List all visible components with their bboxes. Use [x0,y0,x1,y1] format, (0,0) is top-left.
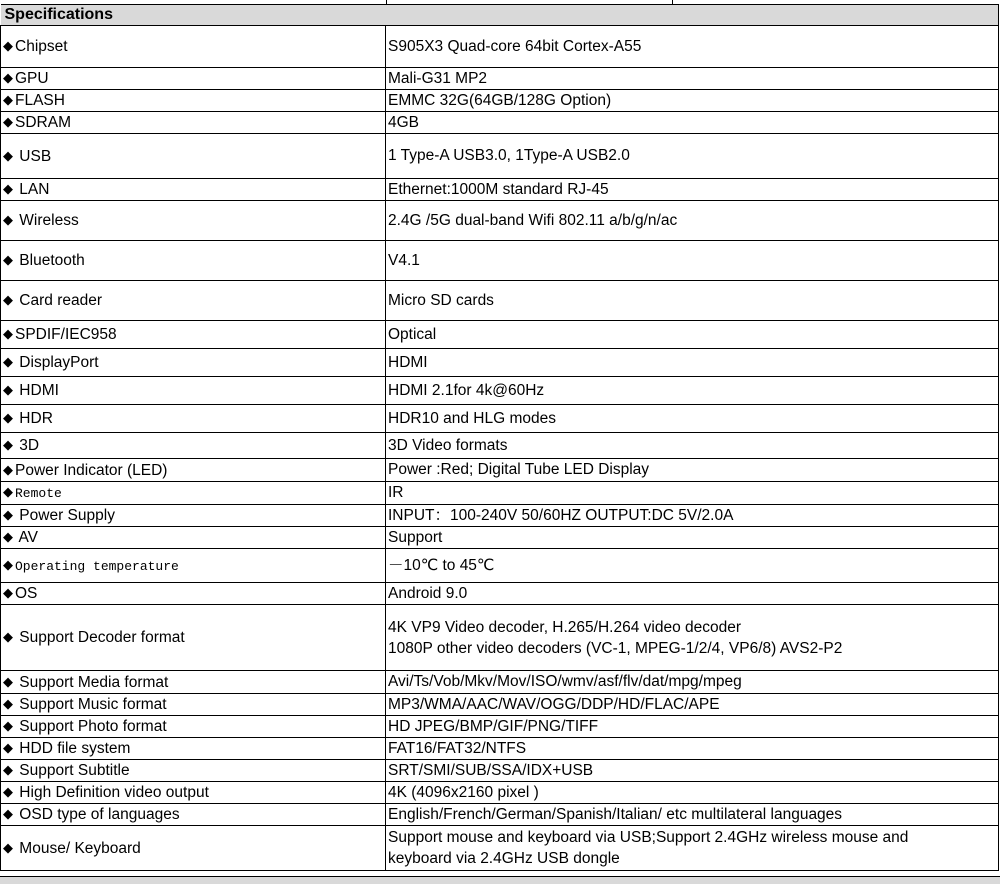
spec-label: ◆ Operating temperature [1,549,386,583]
spec-label: ◆ Wireless [1,201,386,241]
diamond-bullet-icon: ◆ [3,181,13,196]
diamond-bullet-icon: ◆ [3,762,13,777]
spec-value: Support [386,527,999,549]
spec-value: 1 Type-A USB3.0, 1Type-A USB2.0 [386,134,999,179]
spec-value: IR [386,482,999,505]
diamond-bullet-icon: ◆ [3,696,13,711]
specifications-table [0,4,999,871]
table-row [1,694,999,716]
table-row [1,716,999,738]
diamond-bullet-icon: ◆ [3,529,13,544]
spec-label: ◆ AV [1,527,386,549]
table-row [1,377,999,405]
table-row [1,527,999,549]
spec-value: English/French/German/Spanish/Italian/ etc multilateral languages [386,804,999,826]
diamond-bullet-icon: ◆ [3,461,13,477]
table-row [1,179,999,201]
spec-value: Power :Red; Digital Tube LED Display [386,459,999,482]
spec-label: ◆ GPU [1,68,386,90]
diamond-bullet-icon: ◆ [3,292,13,307]
spec-label: ◆ DisplayPort [1,349,386,377]
spec-label: ◆ FLASH [1,90,386,112]
diamond-bullet-icon: ◆ [3,326,13,341]
spec-value: Avi/Ts/Vob/Mkv/Mov/ISO/wmv/asf/flv/dat/mpg/mpeg [386,671,999,694]
spec-value: HD JPEG/BMP/GIF/PNG/TIFF [386,716,999,738]
spec-value: INPUT：100-240V 50/60HZ OUTPUT:DC 5V/2.0A [386,505,999,527]
spec-value: Ethernet:1000M standard RJ-45 [386,179,999,201]
spec-value: 4GB [386,112,999,134]
table-row [1,90,999,112]
spec-value: 4K VP9 Video decoder, H.265/H.264 video decoder 1080P other video decoders (VC-1, MPEG-1/2/4, VP6/8) AVS2-P2 [386,605,999,671]
spec-label: ◆ SDRAM [1,112,386,134]
spec-value: Mali-G31 MP2 [386,68,999,90]
table-row [1,241,999,281]
spec-value: Android 9.0 [386,583,999,605]
diamond-bullet-icon: ◆ [3,718,13,733]
spec-label: ◆ HDMI [1,377,386,405]
diamond-bullet-icon: ◆ [3,556,13,572]
table-row [1,671,999,694]
diamond-bullet-icon: ◆ [3,507,13,522]
diamond-bullet-icon: ◆ [3,147,13,163]
spec-label: ◆ High Definition video output [1,782,386,804]
table-row [1,112,999,134]
diamond-bullet-icon: ◆ [3,806,13,821]
spec-value: Micro SD cards [386,281,999,321]
spec-label: ◆ USB [1,134,386,179]
spec-value: HDMI 2.1for 4k@60Hz [386,377,999,405]
table-row [1,605,999,671]
spec-label: ◆ Support Media format [1,671,386,694]
table-header: Specifications [1,5,999,26]
table-row [1,405,999,433]
diamond-bullet-icon: ◆ [3,629,13,644]
diamond-bullet-icon: ◆ [3,70,13,85]
spec-value: SRT/SMI/SUB/SSA/IDX+USB [386,760,999,782]
spec-label: ◆ OSD type of languages [1,804,386,826]
spec-label: ◆ Support Music format [1,694,386,716]
spec-label: ◆ HDD file system [1,738,386,760]
spec-value: 4K (4096x2160 pixel ) [386,782,999,804]
spec-value: Support mouse and keyboard via USB;Support 2.4GHz wireless mouse and keyboard via 2.4GHz USB dongle [386,826,999,871]
spec-value: HDR10 and HLG modes [386,405,999,433]
spec-value: S905X3 Quad-core 64bit Cortex-A55 [386,26,999,68]
spec-label: ◆ Chipset [1,26,386,68]
table-row [1,134,999,179]
diamond-bullet-icon: ◆ [3,354,13,369]
table-row [1,68,999,90]
spec-value: HDMI [386,349,999,377]
diamond-bullet-icon: ◆ [3,252,13,267]
spec-value: EMMC 32G(64GB/128G Option) [386,90,999,112]
table-row [1,349,999,377]
diamond-bullet-icon: ◆ [3,585,13,600]
table-row [1,482,999,505]
spec-label: ◆ Mouse/ Keyboard [1,826,386,871]
table-header-row [1,5,999,26]
table-row [1,826,999,871]
diamond-bullet-icon: ◆ [3,114,13,129]
table-row [1,804,999,826]
table-row [1,433,999,459]
spec-label: ◆ Support Decoder format [1,605,386,671]
spec-label: ◆ Power Indicator (LED) [1,459,386,482]
table-row [1,459,999,482]
spec-value: MP3/WMA/AAC/WAV/OGG/DDP/HD/FLAC/APE [386,694,999,716]
spec-label: ◆ Power Supply [1,505,386,527]
diamond-bullet-icon: ◆ [3,784,13,799]
diamond-bullet-icon: ◆ [3,410,13,425]
table-row [1,583,999,605]
spec-label: ◆ Support Photo format [1,716,386,738]
table-row [1,26,999,68]
diamond-bullet-icon: ◆ [3,740,13,755]
spec-label: ◆ HDR [1,405,386,433]
spec-label: ◆ SPDIF/IEC958 [1,321,386,349]
spec-label: ◆ OS [1,583,386,605]
table-row [1,201,999,241]
spec-value: 3D Video formats [386,433,999,459]
spec-value: V4.1 [386,241,999,281]
spec-value: FAT16/FAT32/NTFS [386,738,999,760]
diamond-bullet-icon: ◆ [3,38,13,53]
spec-value: 2.4G /5G dual-band Wifi 802.11 a/b/g/n/ac [386,201,999,241]
table-row [1,505,999,527]
diamond-bullet-icon: ◆ [3,92,13,107]
table-row [1,782,999,804]
spec-value: －10℃ to 45℃ [386,549,999,583]
table-row [1,738,999,760]
diamond-bullet-icon: ◆ [3,382,13,397]
spec-label: ◆ Bluetooth [1,241,386,281]
table-row [1,549,999,583]
diamond-bullet-icon: ◆ [3,437,13,452]
spec-label: ◆ Card reader [1,281,386,321]
diamond-bullet-icon: ◆ [3,484,13,499]
spec-value: Optical [386,321,999,349]
spec-label: ◆ Support Subtitle [1,760,386,782]
spec-label: ◆ LAN [1,179,386,201]
table-row [1,281,999,321]
diamond-bullet-icon: ◆ [3,839,13,855]
spec-label: ◆ Remote [1,482,386,505]
diamond-bullet-icon: ◆ [3,212,13,227]
table-row [1,760,999,782]
diamond-bullet-icon: ◆ [3,673,13,689]
spec-label: ◆ 3D [1,433,386,459]
table-row [1,321,999,349]
